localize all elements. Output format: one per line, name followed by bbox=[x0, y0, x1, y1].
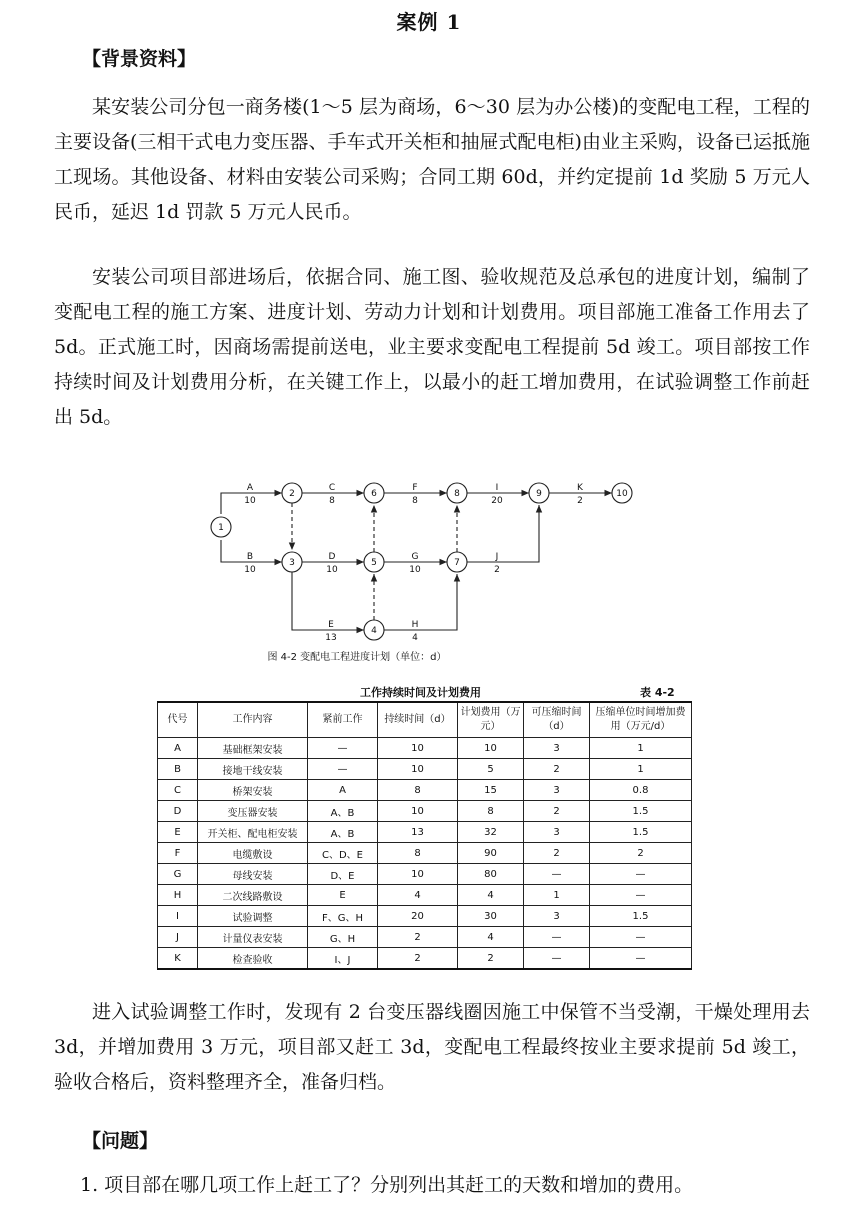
activity-name: A bbox=[246, 483, 254, 493]
arrow-j bbox=[467, 505, 539, 562]
followup-paragraph: 进入试验调整工作时，发现有 2 台变压器线圈因施工中保管不当受潮，干燥处理用去 3d，并增加费用 3 万元，项目部又赶工 3d，变配电工程最终按业主要求提前 5d 竣工，验收合格后，资料整理齐全，准备归档。 bbox=[54, 1001, 810, 1093]
table-cell: I、J bbox=[308, 948, 378, 970]
arrow-h bbox=[384, 574, 457, 630]
node-label: 8 bbox=[454, 489, 460, 499]
node-label: 6 bbox=[371, 489, 377, 499]
table-cell: G、H bbox=[308, 927, 378, 948]
work-duration-table bbox=[157, 701, 692, 970]
header-cell: 可压缩时间（d） bbox=[524, 702, 590, 738]
table-cell: 1 bbox=[524, 885, 590, 906]
table-title: 工作持续时间及计划费用 bbox=[360, 686, 481, 699]
header-cell: 压缩单位时间增加费用（万元/d） bbox=[590, 702, 692, 738]
table-cell: 1 bbox=[590, 738, 692, 759]
table-cell: — bbox=[524, 927, 590, 948]
table-cell: 2 bbox=[378, 948, 458, 970]
table-cell: 30 bbox=[458, 906, 524, 927]
table-row bbox=[158, 738, 692, 759]
activity-name: G bbox=[411, 552, 419, 562]
table-cell: 桥架安装 bbox=[198, 780, 308, 801]
table-cell: 80 bbox=[458, 864, 524, 885]
node-label: 5 bbox=[371, 558, 377, 568]
table-cell: 20 bbox=[378, 906, 458, 927]
table-cell: E bbox=[308, 885, 378, 906]
table-cell: 1.5 bbox=[590, 906, 692, 927]
table-cell: 2 bbox=[524, 843, 590, 864]
table-cell: 检查验收 bbox=[198, 948, 308, 970]
activity-name: J bbox=[495, 552, 499, 562]
background-paragraph-1: 某安装公司分包一商务楼(1～5 层为商场，6～30 层为办公楼)的变配电工程，工程的主要设备(三相干式电力变压器、手车式开关柜和抽屉式配电柜)由业主采购，设备已运抵施工现场。其他设备、材料由安装公司采购；合同工期 60d，并约定提前 1d 奖励 5 万元人民币，延迟 1d 罚款 5 万元人民币。 bbox=[54, 96, 810, 223]
node-label: 2 bbox=[289, 489, 295, 499]
table-cell: 10 bbox=[378, 864, 458, 885]
table-header-row bbox=[158, 702, 692, 738]
table-cell: 二次线路敷设 bbox=[198, 885, 308, 906]
table-cell: 4 bbox=[458, 885, 524, 906]
table-cell: 10 bbox=[378, 738, 458, 759]
activity-duration: 8 bbox=[412, 496, 418, 506]
activity-name: F bbox=[412, 483, 418, 493]
table-row bbox=[158, 780, 692, 801]
table-row bbox=[158, 927, 692, 948]
table-cell: 母线安装 bbox=[198, 864, 308, 885]
table-cell: 1 bbox=[590, 759, 692, 780]
activity-name: H bbox=[411, 620, 419, 630]
activity-name: D bbox=[328, 552, 336, 562]
table-cell: 2 bbox=[378, 927, 458, 948]
table-cell: 2 bbox=[590, 843, 692, 864]
activity-name: E bbox=[328, 620, 334, 630]
table-cell: 2 bbox=[458, 948, 524, 970]
activity-duration: 10 bbox=[244, 565, 256, 575]
activity-duration: 20 bbox=[491, 496, 503, 506]
table-cell: 4 bbox=[378, 885, 458, 906]
activity-duration: 13 bbox=[325, 633, 337, 643]
node-label: 3 bbox=[289, 558, 295, 568]
activity-name: C bbox=[328, 483, 336, 493]
activity-duration: 10 bbox=[409, 565, 421, 575]
header-cell: 代号 bbox=[158, 702, 198, 738]
table-cell: G bbox=[158, 864, 198, 885]
table-cell: — bbox=[308, 759, 378, 780]
background-heading: 【背景资料】 bbox=[82, 48, 197, 70]
network-diagram bbox=[195, 478, 655, 668]
table-number: 表 4-2 bbox=[640, 686, 675, 699]
table-cell: A bbox=[308, 780, 378, 801]
table-cell: D、E bbox=[308, 864, 378, 885]
table-cell: 15 bbox=[458, 780, 524, 801]
table-cell: 32 bbox=[458, 822, 524, 843]
table-cell: 1.5 bbox=[590, 801, 692, 822]
table-cell: 变压器安装 bbox=[198, 801, 308, 822]
table-cell: C、D、E bbox=[308, 843, 378, 864]
header-cell: 持续时间（d） bbox=[378, 702, 458, 738]
table-cell: A、B bbox=[308, 822, 378, 843]
activity-duration: 10 bbox=[244, 496, 256, 506]
table-cell: 3 bbox=[524, 822, 590, 843]
table-cell: — bbox=[590, 948, 692, 970]
table-cell: — bbox=[590, 927, 692, 948]
node-label: 10 bbox=[616, 489, 628, 499]
table-cell: 8 bbox=[458, 801, 524, 822]
case-title: 案例 1 bbox=[396, 10, 462, 34]
table-row bbox=[158, 885, 692, 906]
table-cell: 3 bbox=[524, 780, 590, 801]
table-row bbox=[158, 801, 692, 822]
table-cell: — bbox=[524, 864, 590, 885]
table-cell: 3 bbox=[524, 906, 590, 927]
table-cell: 10 bbox=[458, 738, 524, 759]
activity-duration: 4 bbox=[412, 633, 418, 643]
table-cell: B bbox=[158, 759, 198, 780]
activity-duration: 10 bbox=[326, 565, 338, 575]
table-cell: 1.5 bbox=[590, 822, 692, 843]
table-cell: 5 bbox=[458, 759, 524, 780]
header-cell: 紧前工作 bbox=[308, 702, 378, 738]
header-cell: 工作内容 bbox=[198, 702, 308, 738]
node-label: 1 bbox=[218, 523, 224, 533]
table-cell: D bbox=[158, 801, 198, 822]
node-label: 7 bbox=[454, 558, 460, 568]
header-cell: 计划费用（万元） bbox=[458, 702, 524, 738]
table-cell: 13 bbox=[378, 822, 458, 843]
table-cell: 试验调整 bbox=[198, 906, 308, 927]
question-heading: 【问题】 bbox=[82, 1130, 159, 1152]
table-cell: A、B bbox=[308, 801, 378, 822]
background-paragraph-2: 安装公司项目部进场后，依据合同、施工图、验收规范及总承包的进度计划，编制了变配电工程的施工方案、进度计划、劳动力计划和计划费用。项目部施工准备工作用去了 5d。正式施工时，因商场需提前送电，业主要求变配电工程提前 5d 竣工。项目部按工作持续时间及计划费用分析，在关键工作上，以最小的赶工增加费用，在试验调整工作前赶出 5d。 bbox=[54, 266, 810, 428]
diagram-caption: 图 4-2 变配电工程进度计划（单位：d） bbox=[267, 652, 447, 663]
activity-duration: 2 bbox=[494, 565, 500, 575]
table-cell: — bbox=[308, 738, 378, 759]
activity-duration: 2 bbox=[577, 496, 583, 506]
table-cell: — bbox=[590, 864, 692, 885]
table-row bbox=[158, 822, 692, 843]
table-cell: 10 bbox=[378, 759, 458, 780]
table-row bbox=[158, 843, 692, 864]
table-cell: 0.8 bbox=[590, 780, 692, 801]
table-row bbox=[158, 948, 692, 970]
table-cell: I bbox=[158, 906, 198, 927]
table-cell: E bbox=[158, 822, 198, 843]
table-cell: K bbox=[158, 948, 198, 970]
table-cell: 电缆敷设 bbox=[198, 843, 308, 864]
table-cell: F bbox=[158, 843, 198, 864]
table-cell: 10 bbox=[378, 801, 458, 822]
activity-duration: 8 bbox=[329, 496, 335, 506]
table-cell: J bbox=[158, 927, 198, 948]
table-cell: F、G、H bbox=[308, 906, 378, 927]
table-cell: — bbox=[590, 885, 692, 906]
table-cell: 接地干线安装 bbox=[198, 759, 308, 780]
table-cell: 8 bbox=[378, 780, 458, 801]
table-cell: 3 bbox=[524, 738, 590, 759]
table-cell: 2 bbox=[524, 801, 590, 822]
node-label: 9 bbox=[536, 489, 542, 499]
table-cell: 基础框架安装 bbox=[198, 738, 308, 759]
table-cell: 8 bbox=[378, 843, 458, 864]
table-cell: A bbox=[158, 738, 198, 759]
activity-name: I bbox=[495, 483, 499, 493]
table-cell: 开关柜、配电柜安装 bbox=[198, 822, 308, 843]
table-cell: 90 bbox=[458, 843, 524, 864]
table-cell: 2 bbox=[524, 759, 590, 780]
table-cell: 4 bbox=[458, 927, 524, 948]
question-1: 1. 项目部在哪几项工作上赶工了？分别列出其赶工的天数和增加的费用。 bbox=[80, 1174, 694, 1196]
table-row bbox=[158, 759, 692, 780]
table-row bbox=[158, 906, 692, 927]
activity-name: B bbox=[246, 552, 254, 562]
table-row bbox=[158, 864, 692, 885]
node-label: 4 bbox=[371, 626, 377, 636]
table-cell: — bbox=[524, 948, 590, 970]
table-cell: 计量仪表安装 bbox=[198, 927, 308, 948]
table-cell: C bbox=[158, 780, 198, 801]
activity-name: K bbox=[577, 483, 583, 493]
table-cell: H bbox=[158, 885, 198, 906]
